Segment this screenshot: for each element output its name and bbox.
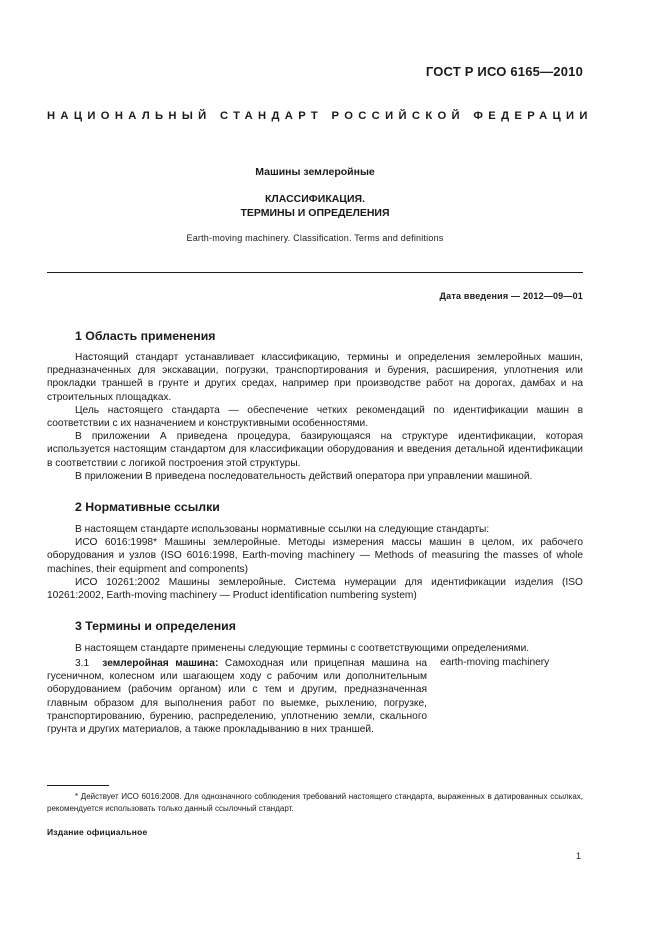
national-standard-banner: НАЦИОНАЛЬНЫЙ СТАНДАРТ РОССИЙСКОЙ ФЕДЕРАЦИИ — [47, 110, 593, 122]
reference-iso-10261: ИСО 10261:2002 Машины землеройные. Система нумерации для идентификации изделия (ISO 10261:2002, Earth-moving machinery — Product identification numbering system) — [47, 576, 583, 602]
footnote — [47, 791, 583, 814]
section-1-body — [47, 351, 583, 483]
subtitle-line-2: ТЕРМИНЫ И ОПРЕДЕЛЕНИЯ — [240, 207, 390, 219]
term-name: землеройная машина: — [102, 658, 219, 669]
reference-iso-6016: ИСО 6016:1998* Машины землеройные. Методы измерения массы машин в целом, их рабочего оборудования и узлов (ISO 6016:1998, Earth-moving machinery — Methods of measuring the masses of whole machines, their equipment and components) — [47, 537, 583, 575]
paragraph: В настоящем стандарте применены следующие термины с соответствующими определениями. — [75, 643, 530, 654]
section-2-heading: 2 Нормативные ссылки — [75, 500, 220, 514]
term-definition: Самоходная или прицепная машина на гусеничном, колесном или шагающем ходу с рабочим или дополнительным оборудованием (рабочим органом) или с тем и другим, предназначенная главным образом для выполнения работ по выемке, рыхлению, погрузке, транспортированию, бурению, распределению, уплотнению земли, скального грунта и других материалов, а также прокладыванию в них траншей. — [47, 658, 427, 736]
page-number: 1 — [575, 851, 581, 861]
introduction-date: Дата введения — 2012—09—01 — [439, 291, 583, 301]
paragraph: Настоящий стандарт устанавливает классификацию, термины и определения землеройных машин, предназначенных для экскавации, погрузки, транспортирования и бурения, расширения, уплотнения или прокладки траншей в грунте и других средах, например при производстве работ на дорогах, дамбах и на строительных площадках. — [47, 352, 583, 403]
paragraph: Цель настоящего стандарта — обеспечение четких рекомендаций по идентификации машин в соответствии с их назначением и конструктивными особенностями. — [47, 404, 583, 430]
document-title: Машины землеройные — [255, 166, 375, 178]
term-english-equivalent: earth-moving machinery — [440, 657, 550, 668]
edition-label: Издание официальное — [47, 827, 148, 837]
section-1-heading: 1 Область применения — [75, 329, 216, 343]
section-3-heading: 3 Термины и определения — [75, 619, 236, 633]
standard-number: ГОСТ Р ИСО 6165—2010 — [425, 64, 583, 79]
title-divider — [47, 272, 583, 273]
subtitle-line-1: КЛАССИФИКАЦИЯ. — [265, 193, 365, 205]
english-title: Earth-moving machinery. Classification. Terms and definitions — [186, 233, 444, 243]
paragraph: В приложении В приведена последовательность действий оператора при управлении машиной. — [75, 470, 533, 482]
footnote-text: * Действует ИСО 6016:2008. Для однозначного соблюдения требований настоящего стандарта, выраженных в датированных ссылках, рекомендуется использовать только данный ссылочный стандарт. — [47, 792, 583, 813]
footnote-divider — [47, 785, 109, 786]
paragraph: В настоящем стандарте использованы нормативные ссылки на следующие стандарты: — [75, 524, 490, 535]
term-entry — [47, 657, 427, 736]
section-3-intro — [47, 642, 583, 655]
term-definition-3-1 — [47, 657, 427, 736]
paragraph: В приложении А приведена процедура, базирующаяся на структуре идентификации, которая используется настоящим стандартом для классификации оборудования и введения детальной идентификации в соответствии с логикой построения этой структуры. — [47, 431, 583, 469]
section-2-body — [47, 523, 583, 602]
document-subtitle — [47, 192, 583, 220]
term-number: 3.1 — [75, 658, 90, 669]
